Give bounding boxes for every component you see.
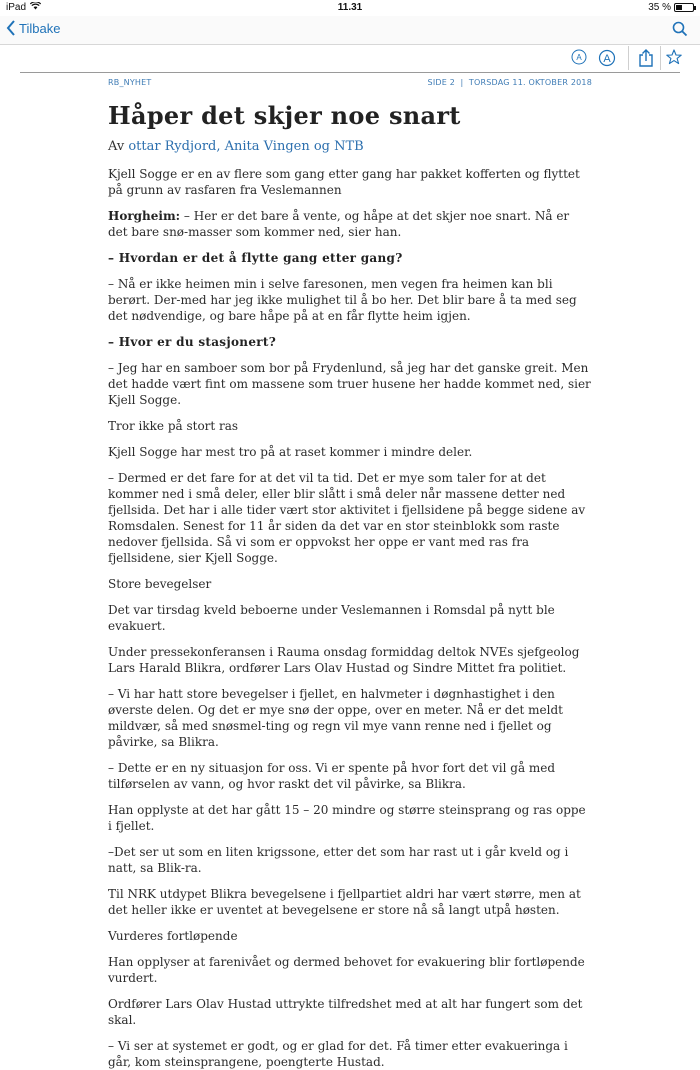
search-icon xyxy=(672,21,688,37)
chevron-left-icon xyxy=(6,20,16,36)
article-paragraph: – Jeg har en samboer som bor på Frydenlund, så jeg har det ganske greit. Men det hadde vært fint om massene som truer husene her hadde kommet ned, sier Kjell Sogge. xyxy=(108,361,591,407)
toolbar-divider xyxy=(628,46,629,70)
subheading: Vurderes fortløpende xyxy=(108,929,238,943)
back-label: Tilbake xyxy=(19,20,61,36)
status-right xyxy=(648,2,694,13)
article-paragraph: Ordfører Lars Olav Hustad uttrykte tilfredshet med at alt har fungert som det skal. xyxy=(108,997,583,1027)
star-icon xyxy=(666,49,682,65)
font-decrease-button[interactable] xyxy=(571,49,587,69)
nav-bar xyxy=(0,16,700,45)
font-small-label: A xyxy=(576,53,582,62)
article xyxy=(108,100,592,1070)
battery-percent: 35 % xyxy=(648,2,671,13)
share-button[interactable] xyxy=(638,49,654,71)
article-paragraph: – Vi har hatt store bevegelser i fjellet, en halvmeter i døgnhastighet i den øverste delen. Og det er mye snø der oppe, over en meter. Nå er det meldt mildvær, så med snøsmel-ting og regn vil mye vann renne ned i fjellet og påvirke, sa Blikra. xyxy=(108,687,563,749)
dateline: Horgheim: xyxy=(108,209,181,223)
article-paragraph: – Dette er en ny situasjon for oss. Vi er spente på hvor fort det vil gå med tilførselen av vann, og hvor raskt det vil påvirke, sa Blikra. xyxy=(108,761,556,791)
page-info: SIDE 2 | TORSDAG 11. OKTOBER 2018 xyxy=(427,78,592,87)
article-paragraph: Til NRK utdypet Blikra bevegelsene i fjellpartiet aldri har vært større, men at det heller ikke er uventet at bevegelsene er store nå så langt utpå høsten. xyxy=(108,887,581,917)
font-large-label: A xyxy=(603,53,611,65)
article-paragraph: Under pressekonferansen i Rauma onsdag formiddag deltok NVEs sjefgeolog Lars Harald Blikra, ordfører Lars Olav Hustad og Sindre Mittet fra politiet. xyxy=(108,645,580,675)
article-body xyxy=(108,166,592,1070)
byline xyxy=(108,138,592,156)
favorite-button[interactable] xyxy=(666,49,682,69)
article-paragraph: Han opplyste at det har gått 15 – 20 mindre og større steinsprang og ras oppe i fjellet. xyxy=(108,803,586,833)
article-paragraph: – Dermed er det fare for at det vil ta tid. Det er mye som taler for at det kommer ned i små deler, eller blir slått i små deler når massene detter ned fjellsida. Det har i alle tider vært stor aktivitet i fjellsidene på begge sidene av Romsdalen. Senest for 11 år siden da det var en stor steinblokk som raste nedover fjellsida. Så vi som er oppvokst her oppe er vant med ras fra fjellsidene, sier Kjell Sogge. xyxy=(108,471,586,565)
article-paragraph: –Det ser ut som en liten krigssone, etter det som har rast ut i går kveld og i natt, sa Blik-ra. xyxy=(108,845,569,875)
share-icon xyxy=(638,49,654,67)
search-button[interactable] xyxy=(672,21,688,41)
byline-prefix: Av xyxy=(108,139,125,154)
status-bar xyxy=(0,0,700,16)
interview-question: – Hvordan er det å flytte gang etter gang? xyxy=(108,251,403,265)
font-increase-button[interactable] xyxy=(598,49,616,71)
byline-authors[interactable]: ottar Rydjord, Anita Vingen og NTB xyxy=(128,139,364,154)
article-paragraph: Kjell Sogge har mest tro på at raset kommer i mindre deler. xyxy=(108,445,473,459)
battery-fill xyxy=(676,5,682,10)
paragraph-text: – Her er det bare å vente, og håpe at det skjer noe snart. Nå er det bare snø-masser som kommer ned, sier han. xyxy=(108,209,570,239)
article-paragraph: Han opplyser at farenivået og dermed behovet for evakuering blir fortløpende vurdert. xyxy=(108,955,585,985)
subheading: Tror ikke på stort ras xyxy=(108,419,239,433)
article-paragraph: Det var tirsdag kveld beboerne under Veslemannen i Romsdal på nytt ble evakuert. xyxy=(108,603,555,633)
back-button[interactable] xyxy=(6,20,60,36)
article-paragraph: Kjell Sogge er en av flere som gang etter gang har pakket kofferten og flyttet på grunn av rasfaren fra Veslemannen xyxy=(108,167,580,197)
device-label: iPad xyxy=(6,2,27,13)
article-paragraph: – Nå er ikke heimen min i selve faresonen, men vegen fra heimen kan bli berørt. Der-med har jeg ikke mulighet til å bo her. Det blir bare å ta med seg det nødvendige, og bare håpe på at en får flytte heim igjen. xyxy=(108,277,577,323)
article-paragraph: – Vi ser at systemet er godt, og er glad for det. Få timer etter evakueringa i går, kom steinsprangene, poengterte Hustad. xyxy=(108,1039,568,1069)
interview-question: – Hvor er du stasjonert? xyxy=(108,335,277,349)
font-large-icon xyxy=(598,49,616,67)
battery-icon xyxy=(674,3,694,12)
article-title: Håper det skjer noe snart xyxy=(108,101,461,130)
article-paragraph xyxy=(108,208,592,240)
subheading: Store bevegelser xyxy=(108,577,212,591)
status-time: 11.31 xyxy=(337,2,363,13)
toolbar-divider xyxy=(660,46,661,70)
reader-toolbar xyxy=(20,44,680,73)
section-label: RB_NYHET xyxy=(108,78,152,87)
font-small-icon xyxy=(571,49,587,65)
